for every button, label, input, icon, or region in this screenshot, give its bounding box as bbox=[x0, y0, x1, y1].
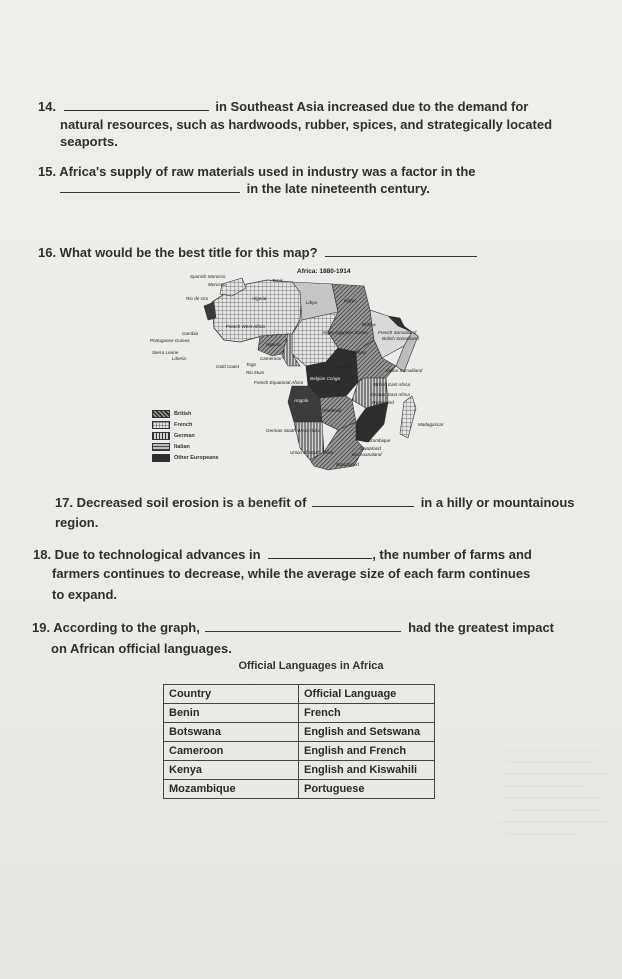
q19-line2: on African official languages. bbox=[51, 641, 232, 656]
question-19 bbox=[32, 619, 554, 636]
label-togo: Togo bbox=[246, 362, 257, 367]
q15-line1: 15. Africa's supply of raw materials used in industry was a factor in the bbox=[38, 164, 476, 179]
label-rio-muni: Rio Muni bbox=[246, 370, 265, 375]
cell-language: Portuguese bbox=[299, 780, 435, 799]
legend-item-italian bbox=[152, 441, 219, 452]
cell-language: English and Setswana bbox=[299, 723, 435, 742]
map-title: Africa: 1880-1914 bbox=[297, 268, 351, 275]
label-eritrea: Eritrea bbox=[362, 322, 376, 327]
question-18 bbox=[33, 546, 532, 563]
q14-line3: seaports. bbox=[60, 134, 118, 149]
label-union-of-south-africa: Union of South Africa bbox=[290, 450, 334, 455]
legend-label-british: British bbox=[174, 410, 192, 417]
label-anglo-egyptian-sudan: Anglo-Egyptian Sudan bbox=[322, 330, 368, 335]
legend-label-italian: Italian bbox=[174, 443, 190, 450]
legend-label-other-europeans: Other Europeans bbox=[174, 454, 219, 461]
q19-text-after: had the greatest impact bbox=[408, 620, 555, 635]
cell-country: Botswana bbox=[164, 723, 299, 742]
q14-answer-blank[interactable] bbox=[64, 98, 209, 111]
q15-answer-blank[interactable] bbox=[60, 180, 240, 193]
legend-label-german: German bbox=[174, 432, 195, 439]
q17-text-after: in a hilly or mountainous bbox=[420, 495, 575, 510]
q17-answer-blank[interactable] bbox=[312, 494, 414, 507]
map-legend bbox=[152, 408, 219, 463]
q16-answer-blank[interactable] bbox=[325, 244, 477, 257]
label-gambia: Gambia bbox=[182, 331, 199, 336]
table-row bbox=[164, 742, 435, 761]
label-rio-de-oro: Rio de Oro bbox=[186, 296, 209, 301]
label-egypt: Egypt bbox=[344, 298, 356, 303]
question-17 bbox=[55, 494, 575, 511]
legend-swatch-italian bbox=[152, 443, 170, 451]
label-morocco: Morocco bbox=[208, 282, 226, 287]
label-basutoland: Basutoland bbox=[336, 462, 359, 467]
cell-language: English and French bbox=[299, 742, 435, 761]
region-rio-de-oro bbox=[204, 302, 216, 320]
q18-text-after: , the number of farms and bbox=[372, 547, 532, 562]
label-german-south-west-africa: German South West Africa bbox=[266, 428, 321, 433]
q14-line2: natural resources, such as hardwoods, rubber, spices, and strategically located bbox=[60, 117, 553, 132]
label-rhodesia: Rhodesia bbox=[322, 408, 342, 413]
table-row bbox=[164, 761, 435, 780]
legend-swatch-french bbox=[152, 421, 170, 429]
bleed-through-texture bbox=[492, 740, 622, 850]
q19-text-before: 19. According to the graph, bbox=[32, 620, 200, 635]
label-algeria: Algeria bbox=[252, 296, 267, 301]
label-liberia: Liberia bbox=[172, 356, 186, 361]
label-british-east-africa: British East Africa bbox=[374, 382, 411, 387]
label-portuguese-guinea: Portuguese Guinea bbox=[150, 338, 190, 343]
label-tunis: Tunis bbox=[272, 278, 283, 283]
label-mozambique: Mozambique bbox=[364, 438, 391, 443]
label-libya: Libya bbox=[306, 300, 317, 305]
table-row bbox=[164, 704, 435, 723]
legend-item-other-europeans bbox=[152, 452, 219, 463]
label-british-somaliland: British Somaliland bbox=[382, 336, 419, 341]
q15-line2-text: in the late nineteenth century. bbox=[246, 181, 430, 196]
region-mozambique bbox=[356, 402, 388, 442]
q18-text-before: 18. Due to technological advances in bbox=[33, 547, 261, 562]
label-cameroon: Cameroon bbox=[260, 356, 282, 361]
official-languages-table bbox=[163, 684, 435, 799]
question-14 bbox=[38, 98, 598, 115]
cell-country: Mozambique bbox=[164, 780, 299, 799]
q19-answer-blank[interactable] bbox=[205, 619, 401, 632]
label-bechuanaland: Bechuanaland bbox=[352, 452, 382, 457]
label-sierra-leone: Sierra Leone bbox=[152, 350, 179, 355]
q17-line2: region. bbox=[55, 515, 99, 530]
label-nyasaland: Nyasaland bbox=[372, 400, 394, 405]
legend-swatch-british bbox=[152, 410, 170, 418]
q17-text-before: 17. Decreased soil erosion is a benefit of bbox=[55, 495, 307, 510]
label-french-equatorial-africa: French Equatorial Africa bbox=[254, 380, 304, 385]
region-madagascar bbox=[400, 396, 416, 438]
legend-swatch-german bbox=[152, 432, 170, 440]
cell-language: French bbox=[299, 704, 435, 723]
table-caption: Official Languages in Africa bbox=[238, 660, 384, 672]
legend-item-french bbox=[152, 419, 219, 430]
label-french-somaliland: French Somaliland bbox=[378, 330, 417, 335]
label-spanish-morocco: Spanish Morocco bbox=[190, 274, 226, 279]
cell-country: Benin bbox=[164, 704, 299, 723]
label-ethiopia: Ethiopia bbox=[350, 350, 367, 355]
header-official-language: Official Language bbox=[299, 685, 435, 704]
label-swaziland: Swaziland bbox=[360, 446, 381, 451]
table-row bbox=[164, 780, 435, 799]
label-belgian-congo: Belgian Congo bbox=[310, 376, 341, 381]
label-gold-coast: Gold Coast bbox=[216, 364, 239, 369]
legend-item-german bbox=[152, 430, 219, 441]
label-italian-somaliland: Italian Somaliland bbox=[386, 368, 423, 373]
q16-text: 16. What would be the best title for this map? bbox=[38, 245, 318, 260]
q14-number: 14. bbox=[38, 99, 57, 114]
q15-line2 bbox=[60, 180, 430, 197]
cell-country: Kenya bbox=[164, 761, 299, 780]
header-country: Country bbox=[164, 685, 299, 704]
cell-language: English and Kiswahili bbox=[299, 761, 435, 780]
label-angola: Angola bbox=[294, 398, 309, 403]
label-nigeria: Nigeria bbox=[266, 342, 281, 347]
legend-label-french: French bbox=[174, 421, 193, 428]
table-header-row bbox=[164, 685, 435, 704]
label-madagascar: Madagascar bbox=[418, 422, 444, 427]
label-french-west-africa: French West Africa bbox=[226, 324, 265, 329]
q14-line1-text: in Southeast Asia increased due to the demand for bbox=[215, 99, 529, 114]
q18-line2: farmers continues to decrease, while the average size of each farm continues bbox=[52, 566, 531, 581]
q18-line3: to expand. bbox=[52, 587, 118, 602]
question-16 bbox=[38, 244, 477, 261]
label-uganda: Uganda bbox=[334, 364, 351, 369]
cell-country: Cameroon bbox=[164, 742, 299, 761]
table-row bbox=[164, 723, 435, 742]
label-german-east-africa: German East Africa bbox=[370, 392, 410, 397]
q18-answer-blank[interactable] bbox=[268, 546, 372, 559]
legend-item-british bbox=[152, 408, 219, 419]
legend-swatch-other-europeans bbox=[152, 454, 170, 462]
